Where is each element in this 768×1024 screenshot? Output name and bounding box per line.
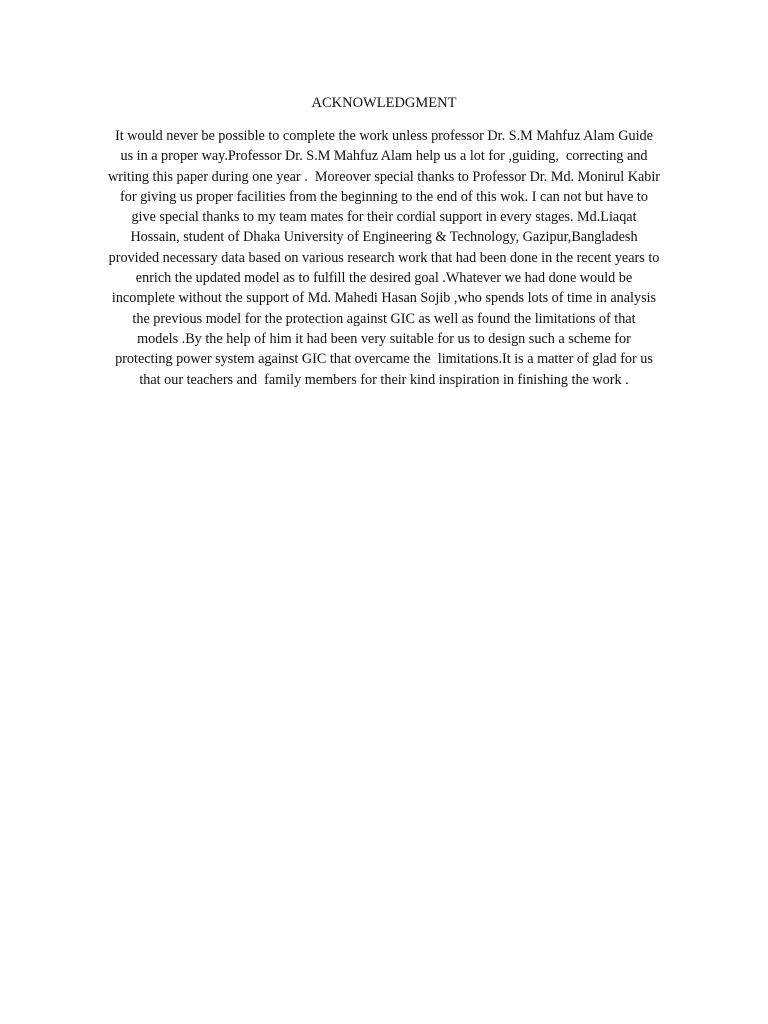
paragraph-line: for giving us proper facilities from the beginning to the end of this wok. I can not but have to (120, 188, 648, 205)
paragraph-line: us in a proper way.Professor Dr. S.M Mahfuz Alam help us a lot for ,guiding, correcting and (120, 148, 648, 165)
page-title: ACKNOWLEDGMENT (311, 95, 457, 111)
paragraph-line: incomplete without the support of Md. Mahedi Hasan Sojib ,who spends lots of time in analysis (111, 290, 657, 307)
paragraph-line: It would never be possible to complete the work unless professor Dr. S.M Mahfuz Alam Guide (115, 128, 653, 144)
paragraph-line: protecting power system against GIC that overcame the limitations.It is a matter of glad for us (115, 351, 653, 368)
paragraph-line: that our teachers and family members for their kind inspiration in finishing the work . (139, 371, 629, 388)
paragraph-line: enrich the updated model as to fulfill the desired goal .Whatever we had done would be (135, 270, 633, 287)
acknowledgment-paragraph (60, 126, 708, 390)
paragraph-line: writing this paper during one year . Moreover special thanks to Professor Dr. Md. Monirul Kabir (107, 168, 661, 185)
paragraph-line: provided necessary data based on various research work that had been done in the recent years to (108, 249, 660, 266)
paragraph-line: Hossain, student of Dhaka University of Engineering & Technology, Gazipur,Bangladesh (130, 229, 638, 246)
paragraph-line: give special thanks to my team mates for their cordial support in every stages. Md.Liaqat (131, 209, 637, 226)
paragraph-line: the previous model for the protection against GIC as well as found the limitations of that (132, 310, 636, 327)
paragraph-line: models .By the help of him it had been very suitable for us to design such a scheme for (137, 330, 631, 347)
